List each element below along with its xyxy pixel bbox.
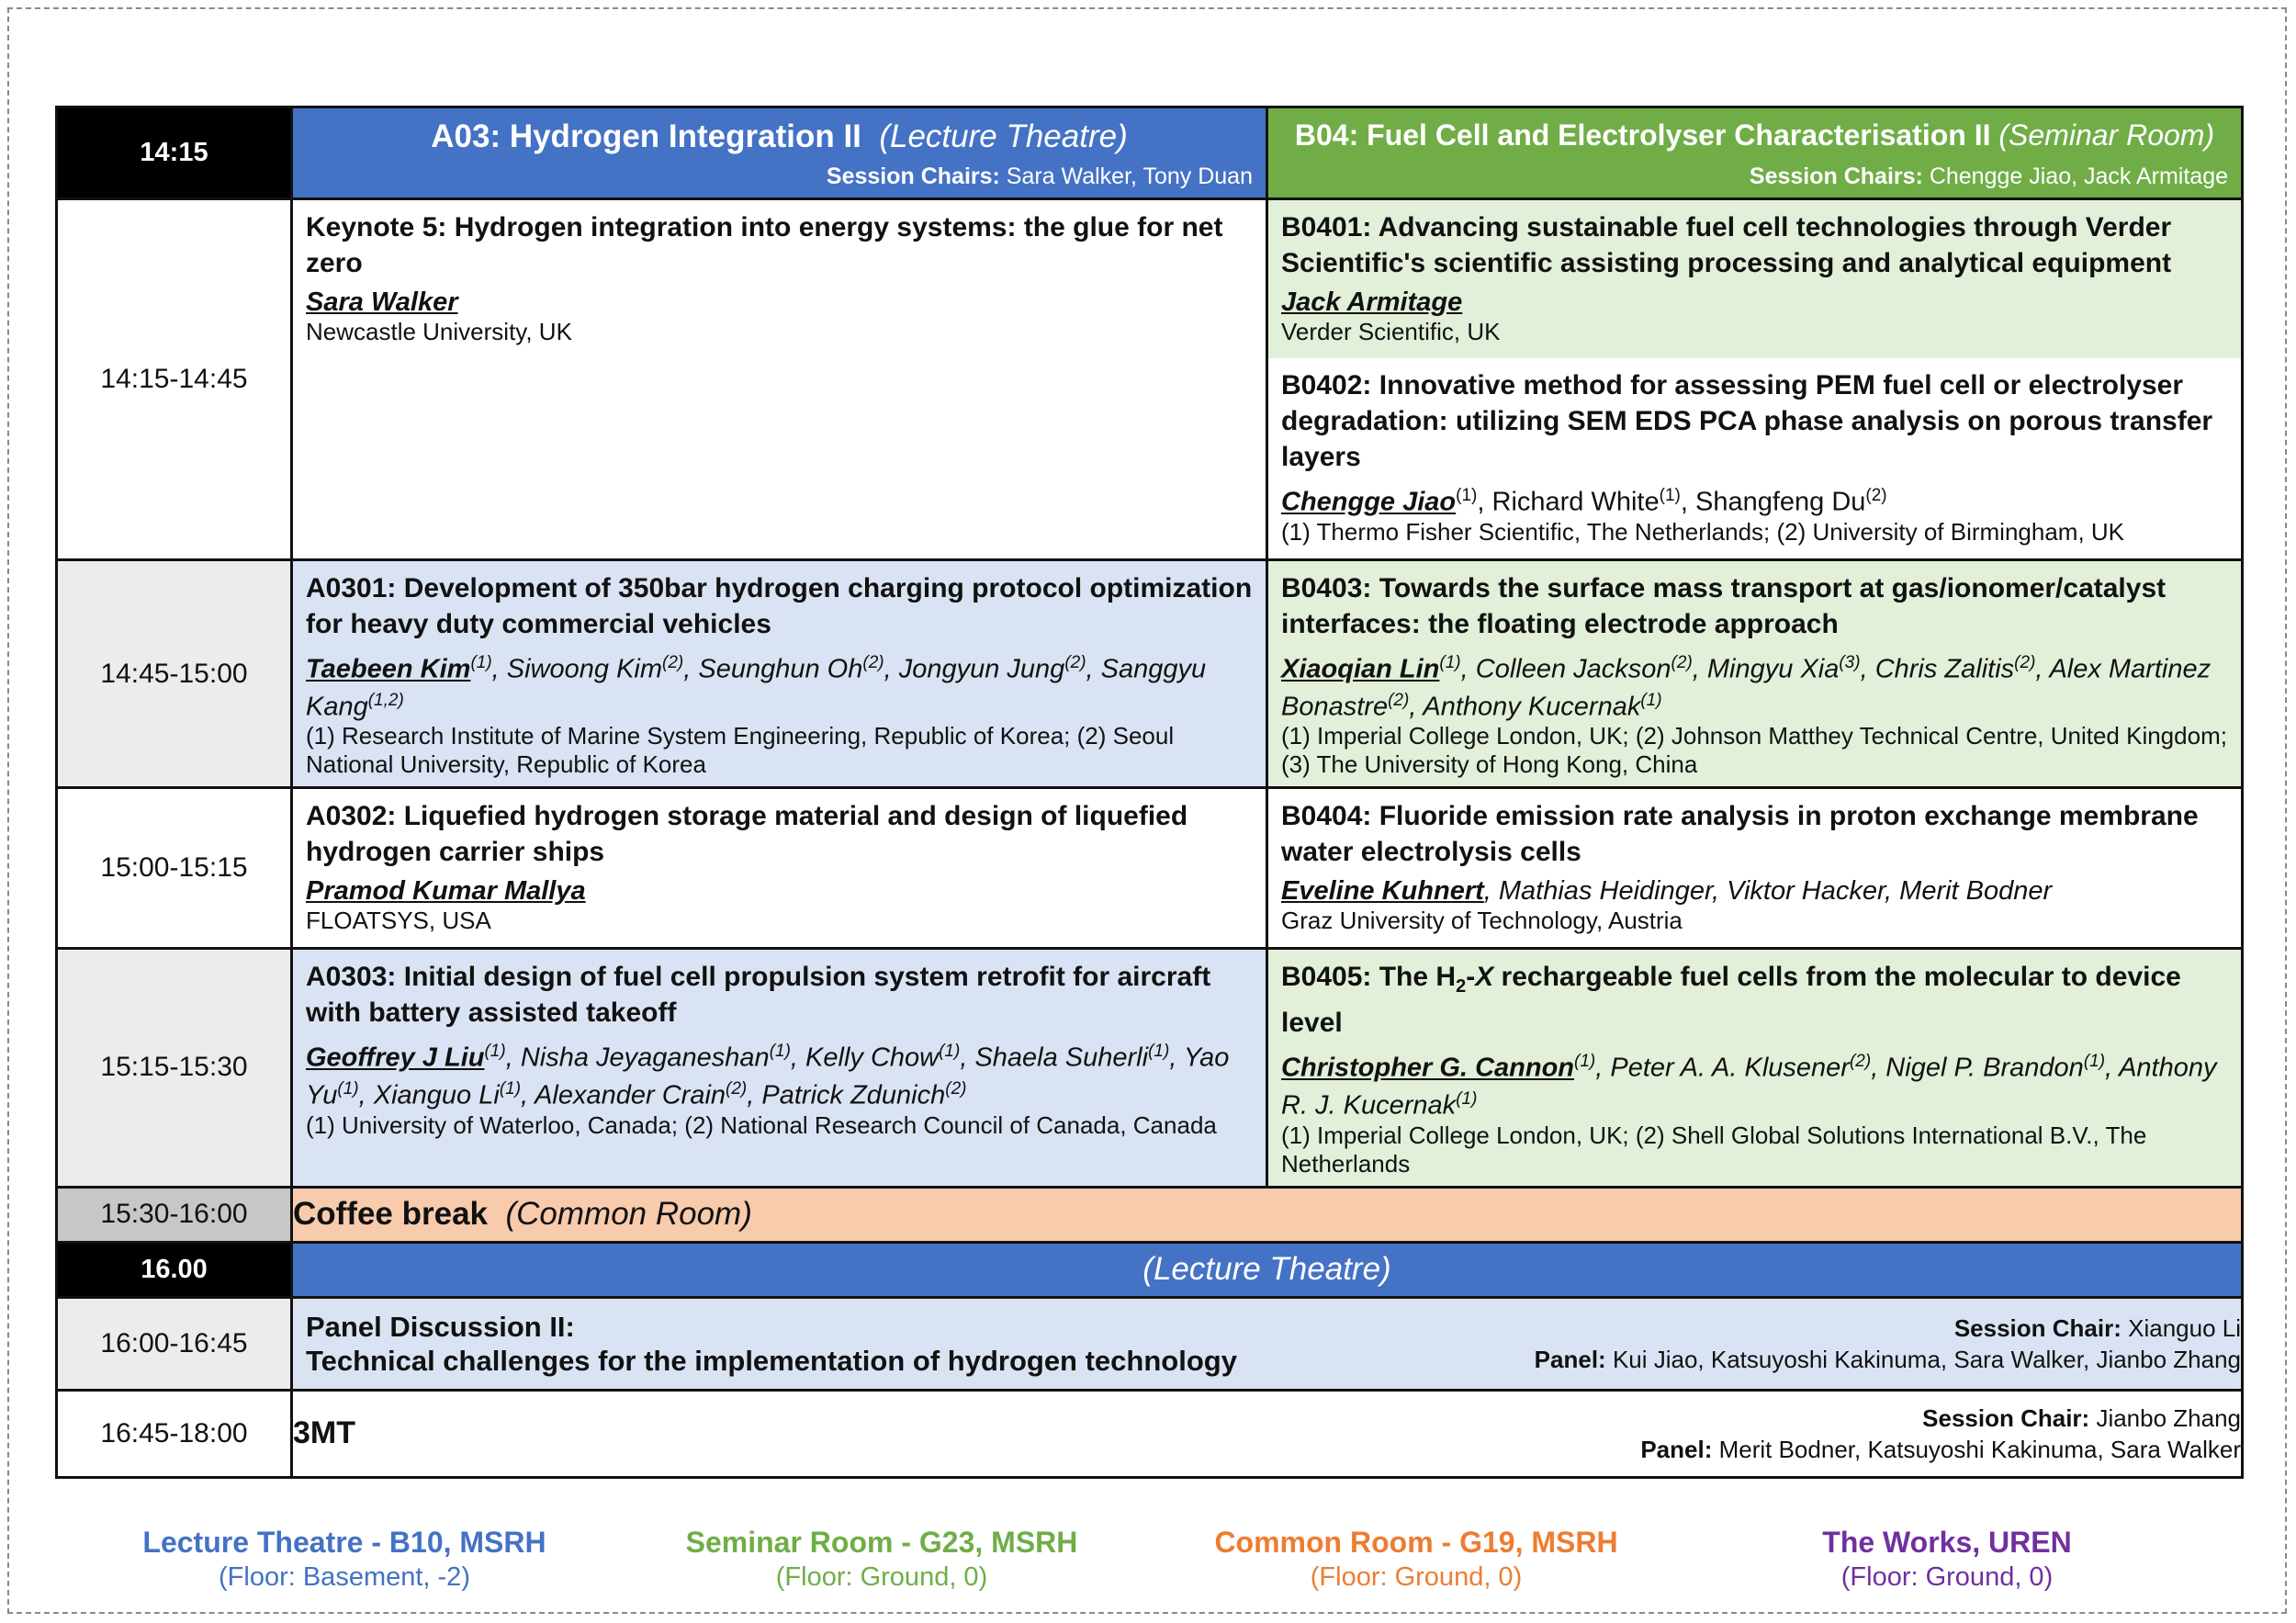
talk-authors (306, 287, 1253, 318)
talk-authors: Geoffrey J Liu$^{(1)}$, Nisha Jeyaganeshan$^{(1)}$, Kelly Chow$^{(1)}$, Shaela Suherli$^{(1)}$, Yao Yu$^{(1)}$, Xianguo Li$^{(1)}$, Alexander Crain$^{(2)}$, Patrick Zdunich$^{(2)}$ (306, 1042, 1230, 1110)
time-slot: 15:15-15:30 (57, 949, 292, 1187)
presenter-name: Jack Armitage (1281, 287, 1463, 317)
session-a03-title: A03: Hydrogen Integration II (Lecture Theatre) (431, 118, 1128, 154)
session-start-time: 16.00 (57, 1242, 292, 1297)
talk-affiliation: (1) Imperial College London, UK; (2) Shell Global Solutions International B.V., The Netherlands (1281, 1121, 2147, 1178)
talk-b0405-cell (1267, 949, 2243, 1187)
talk-authors (306, 875, 1253, 907)
talk-affiliation: (1) Thermo Fisher Scientific, The Netherlands; (2) University of Birmingham, UK (1281, 517, 2125, 546)
time-slot: 15:30-16:00 (57, 1187, 292, 1242)
talk-b0401-cell (1267, 199, 2243, 359)
panel-discussion-chairs: Session Chair: Xianguo Li Panel: Kui Jiao, Katsuyoshi Kakinuma, Sara Walker, Jianbo Zhang (1267, 1297, 2243, 1390)
time-slot: 15:00-15:15 (57, 788, 292, 949)
slot-row (57, 788, 2243, 949)
keynote-talk (293, 200, 1266, 354)
talk-affiliation: Graz University of Technology, Austria (1281, 907, 1683, 935)
keynote-cell (292, 199, 1267, 560)
time-slot: 16:00-16:45 (57, 1297, 292, 1390)
talk-title: A0301: Development of 350bar hydrogen charging protocol optimization for heavy duty commercial vehicles (306, 573, 1253, 639)
talk-affiliation: Verder Scientific, UK (1281, 318, 1501, 345)
slot-row (57, 949, 2243, 1187)
legend-the-works: The Works, UREN (Floor: Ground, 0) (1822, 1526, 2072, 1592)
presenter-name: Christopher G. Cannon (1281, 1053, 1574, 1083)
session-b04-header (1267, 107, 2243, 199)
talk-affiliation: (1) Research Institute of Marine System Engineering, Republic of Korea; (2) Seoul National University, Republic of Korea (306, 722, 1175, 779)
time-slot: 14:15-14:45 (57, 199, 292, 560)
legend-lecture-theatre: Lecture Theatre - B10, MSRH (Floor: Basement, -2) (142, 1526, 546, 1592)
coffee-break-row (57, 1187, 2243, 1242)
presenter-name: Sara Walker (306, 287, 458, 317)
talk-title: B0405: The $H_2-X$ rechargeable fuel cells from the molecular to device level (1281, 962, 2181, 1039)
threemt-row (57, 1390, 2243, 1477)
talk-a0301-cell (292, 560, 1267, 788)
slot-row (57, 199, 2243, 359)
session-header-row (57, 1242, 2243, 1297)
lecture-theatre-banner: (Lecture Theatre) (292, 1242, 2243, 1297)
presenter-name: Geoffrey J Liu (306, 1043, 485, 1073)
panel-row (57, 1297, 2243, 1390)
talk-title: B0404: Fluoride emission rate analysis in proton exchange membrane water electrolysis cells (1281, 801, 2199, 868)
talk-authors: Christopher G. Cannon$^{(1)}$, Peter A. A. Klusener$^{(2)}$, Nigel P. Brandon$^{(1)}$, Anthony R. J. Kucernak$^{(1)}$ (1281, 1052, 2217, 1121)
talk-title: B0401: Advancing sustainable fuel cell technologies through Verder Scientific's scientific assisting processing and analytical equipment (1281, 212, 2172, 278)
legend-common-room: Common Room - G19, MSRH (Floor: Ground, 0) (1214, 1526, 1618, 1592)
session-b04-chairs: Session Chairs: Chengge Jiao, Jack Armitage (1749, 163, 2228, 189)
talk-authors: Chengge Jiao$^{(1)}$, Richard White$^{(1)}$, Shangfeng Du$^{(2)}$ (1281, 486, 1887, 517)
talk-title: Keynote 5: Hydrogen integration into energy systems: the glue for net zero (306, 212, 1223, 278)
session-a03-header (292, 107, 1267, 199)
talk-affiliation: (1) Imperial College London, UK; (2) Johnson Matthey Technical Centre, United Kingdom; (3) The University of Hong Kong, China (1281, 722, 2227, 779)
talk-a0303-cell (292, 949, 1267, 1187)
session-header-row (57, 107, 2243, 199)
session-a03-room: (Lecture Theatre) (879, 118, 1128, 154)
session-b04-title: B04: Fuel Cell and Electrolyser Characterisation II (Seminar Room) (1294, 118, 2215, 152)
presenter-name: Eveline Kuhnert (1281, 876, 1484, 907)
threemt-chairs: Session Chair: Jianbo Zhang Panel: Merit Bodner, Katsuyoshi Kakinuma, Sara Walker (1267, 1390, 2243, 1477)
presenter-name: Chengge Jiao (1281, 487, 1457, 517)
talk-affiliation: (1) University of Waterloo, Canada; (2) National Research Council of Canada, Canada (306, 1110, 1217, 1139)
legend-seminar-room: Seminar Room - G23, MSRH (Floor: Ground, 0) (685, 1526, 1078, 1592)
talk-title: B0402: Innovative method for assessing PEM fuel cell or electrolyser degradation: utilizing SEM EDS PCA phase analysis on porous transfer layers (1281, 370, 2213, 473)
talk-authors: Eveline Kuhnert, Mathias Heidinger, Viktor Hacker, Merit Bodner (1281, 876, 2053, 907)
talk-authors: Taebeen Kim$^{(1)}$, Siwoong Kim$^{(2)}$, Seunghun Oh$^{(2)}$, Jongyun Jung$^{(2)}$, Sanggyu Kang$^{(1,2)}$ (306, 653, 1207, 722)
session-b04-room: (Seminar Room) (1998, 118, 2215, 152)
talk-title: A0302: Liquefied hydrogen storage material and design of liquefied hydrogen carrier ships (306, 801, 1188, 868)
panel-discussion-title: Panel Discussion II: Technical challenges for the implementation of hydrogen technology (292, 1297, 1267, 1390)
slot-row (57, 560, 2243, 788)
session-start-time: 14:15 (57, 107, 292, 199)
talk-a0302-cell (292, 788, 1267, 949)
coffee-break: Coffee break (Common Room) (292, 1187, 2243, 1242)
talk-affiliation: FLOATSYS, USA (306, 907, 491, 935)
presenter-name: Xiaoqian Lin (1281, 654, 1440, 684)
talk-b0402-cell (1267, 358, 2243, 559)
talk-affiliation: Newcastle University, UK (306, 318, 572, 345)
threemt-title: 3MT (292, 1390, 1267, 1477)
presenter-name: Pramod Kumar Mallya (306, 876, 586, 907)
time-slot: 16:45-18:00 (57, 1390, 292, 1477)
session-a03-chairs: Session Chairs: Sara Walker, Tony Duan (826, 163, 1253, 189)
talk-title: B0403: Towards the surface mass transport at gas/ionomer/catalyst interfaces: the floating electrode approach (1281, 573, 2167, 639)
talk-authors (1281, 287, 2228, 318)
talk-b0403-cell (1267, 560, 2243, 788)
time-slot: 14:45-15:00 (57, 560, 292, 788)
talk-authors: Xiaoqian Lin$^{(1)}$, Colleen Jackson$^{(2)}$, Mingyu Xia$^{(3)}$, Chris Zalitis$^{(2)}$, Alex Martinez Bonastre$^{(2)}$, Anthony Kucernak$^{(1)}$ (1281, 653, 2212, 722)
talk-title: A0303: Initial design of fuel cell propulsion system retrofit for aircraft with battery assisted takeoff (306, 962, 1211, 1029)
schedule-table (55, 106, 2244, 1479)
presenter-name: Taebeen Kim (306, 654, 471, 684)
talk-b0404-cell (1267, 788, 2243, 949)
